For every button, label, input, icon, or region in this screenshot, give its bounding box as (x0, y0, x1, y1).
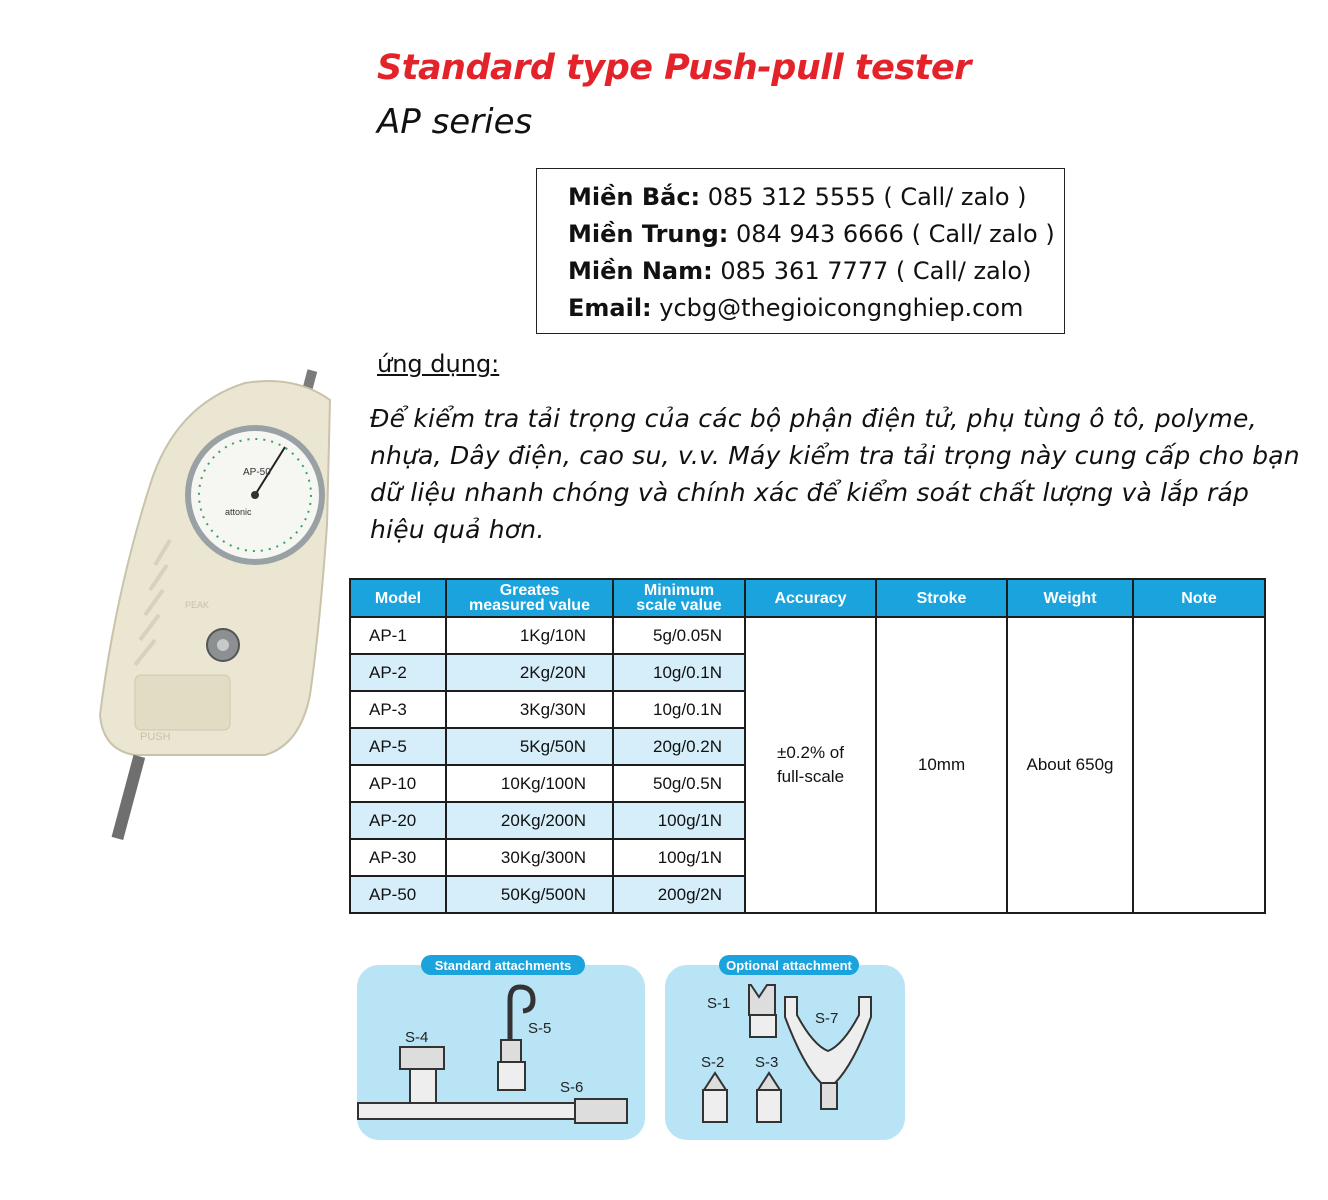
cell-minimum: 50g/0.5N (613, 765, 745, 802)
table-row (350, 617, 1265, 654)
col-model: Model (350, 579, 446, 617)
label-s7: S-7 (815, 1010, 839, 1027)
cell-greatest: 10Kg/100N (446, 765, 613, 802)
push-label: PUSH (140, 731, 171, 743)
cell-greatest: 30Kg/300N (446, 839, 613, 876)
cell-minimum: 20g/0.2N (613, 728, 745, 765)
cell-model: AP-1 (350, 617, 446, 654)
dial-brand-text: attonic (225, 507, 252, 517)
cell-greatest: 3Kg/30N (446, 691, 613, 728)
standard-attachments-title: Standard attachments (434, 958, 572, 973)
contact-south-label: Miền Nam: (568, 257, 713, 285)
contact-email-value[interactable]: ycbg@thegioicongnghiep.com (651, 294, 1024, 322)
cell-greatest: 2Kg/20N (446, 654, 613, 691)
label-s1: S-1 (707, 995, 731, 1012)
cell-model: AP-50 (350, 876, 446, 913)
cell-model: AP-5 (350, 728, 446, 765)
cell-accuracy: ±0.2% of full-scale (745, 617, 876, 913)
contact-north (568, 179, 1064, 216)
optional-attachment-title: Optional attachment (726, 958, 852, 973)
application-description: Để kiểm tra tải trọng của các bộ phận điện tử, phụ tùng ô tô, polyme, nhựa, Dây điện, cao su, v.v. Máy kiểm tra tải trọng này cung cấp cho bạn dữ liệu nhanh chóng và chính xác để kiểm soát chất lượng và lắp ráp hiệu quả hơn. (370, 404, 1300, 544)
contact-north-value: 085 312 5555 ( Call/ zalo ) (700, 183, 1027, 211)
cell-model: AP-30 (350, 839, 446, 876)
standard-attachments-panel (355, 955, 647, 1143)
contact-central-label: Miền Trung: (568, 220, 729, 248)
col-accuracy: Accuracy (745, 579, 876, 617)
optional-attachments-panel (663, 955, 907, 1143)
contact-central-value: 084 943 6666 ( Call/ zalo ) (728, 220, 1055, 248)
page-subtitle: AP series (377, 102, 533, 142)
cell-greatest: 1Kg/10N (446, 617, 613, 654)
cell-minimum: 5g/0.05N (613, 617, 745, 654)
contact-central (568, 216, 1064, 253)
label-s6: S-6 (560, 1079, 584, 1096)
page-title: Standard type Push-pull tester (377, 48, 971, 88)
cell-model: AP-2 (350, 654, 446, 691)
col-stroke: Stroke (876, 579, 1007, 617)
label-s5: S-5 (528, 1020, 552, 1037)
cell-model: AP-10 (350, 765, 446, 802)
cell-model: AP-3 (350, 691, 446, 728)
cell-greatest: 20Kg/200N (446, 802, 613, 839)
col-minimum: Minimum scale value (613, 579, 745, 617)
cell-model: AP-20 (350, 802, 446, 839)
cell-minimum: 10g/0.1N (613, 691, 745, 728)
cell-greatest: 5Kg/50N (446, 728, 613, 765)
cell-weight: About 650g (1007, 617, 1133, 913)
contact-south (568, 253, 1064, 290)
contact-box (536, 168, 1065, 334)
col-weight: Weight (1007, 579, 1133, 617)
cell-minimum: 100g/1N (613, 802, 745, 839)
contact-south-value: 085 361 7777 ( Call/ zalo) (712, 257, 1032, 285)
push-pull-gauge-image (95, 365, 335, 845)
peak-label: PEAK (185, 600, 210, 610)
label-s4: S-4 (405, 1029, 429, 1046)
cell-stroke: 10mm (876, 617, 1007, 913)
cell-minimum: 200g/2N (613, 876, 745, 913)
col-greatest: Greates measured value (446, 579, 613, 617)
contact-email (568, 290, 1064, 327)
dial-model-text: AP-50 (243, 467, 271, 478)
contact-north-label: Miền Bắc: (568, 183, 701, 211)
cell-minimum: 100g/1N (613, 839, 745, 876)
contact-email-label: Email: (568, 294, 652, 322)
label-s2: S-2 (701, 1054, 725, 1071)
label-s3: S-3 (755, 1054, 779, 1071)
spec-table (349, 578, 1266, 914)
application-heading: ứng dụng: (377, 350, 500, 378)
cell-note (1133, 617, 1265, 913)
cell-minimum: 10g/0.1N (613, 654, 745, 691)
spec-header-row (350, 579, 1265, 617)
col-note: Note (1133, 579, 1265, 617)
cell-greatest: 50Kg/500N (446, 876, 613, 913)
